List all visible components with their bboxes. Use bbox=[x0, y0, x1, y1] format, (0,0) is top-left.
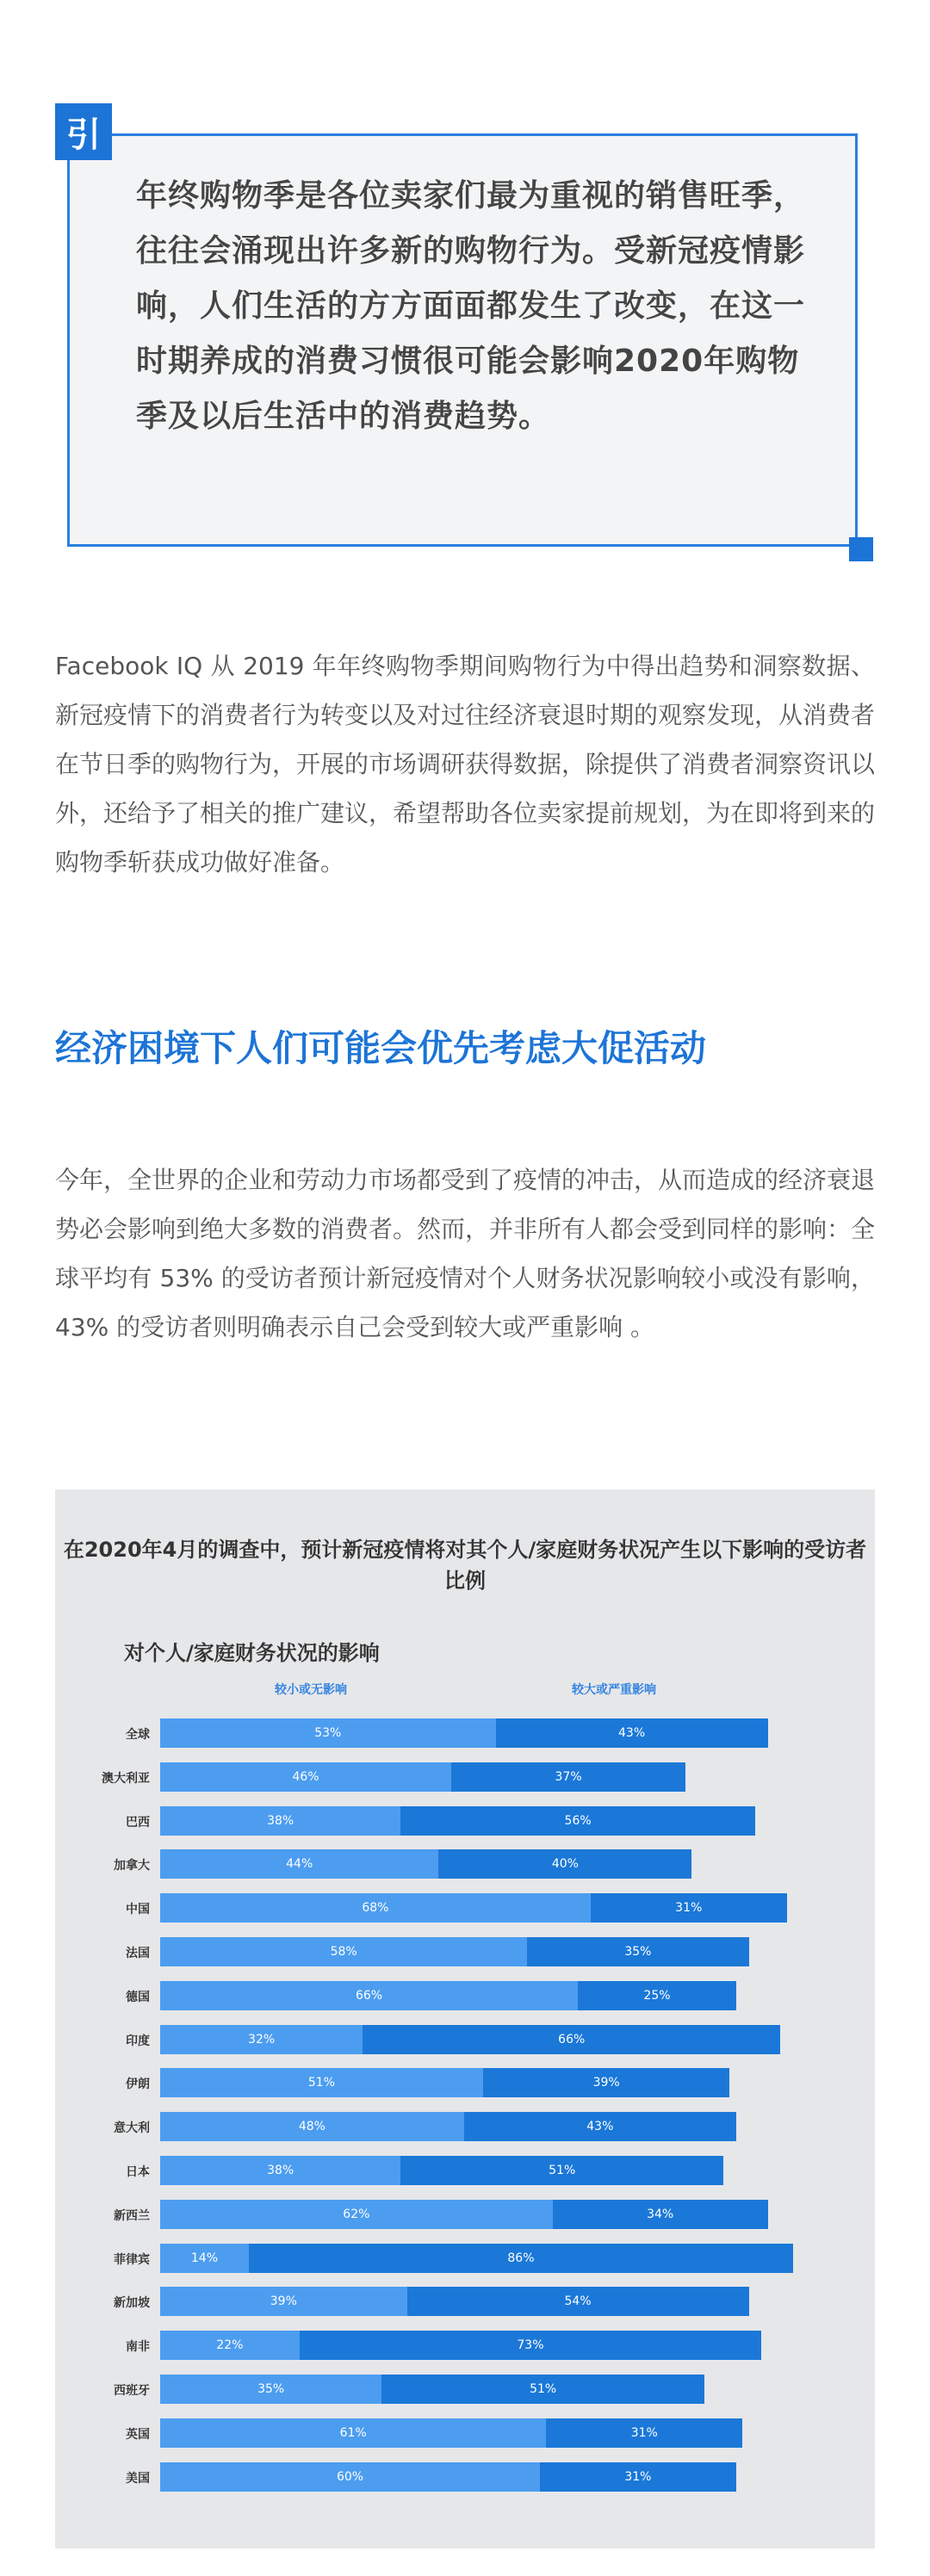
bar-low-impact: 60% bbox=[160, 2462, 540, 2492]
bar-low-impact: 61% bbox=[160, 2418, 546, 2448]
category-label: 菲律宾 bbox=[114, 2252, 150, 2267]
category-label: 印度 bbox=[126, 2034, 150, 2048]
bar-low-impact: 35% bbox=[160, 2375, 381, 2404]
legend-series-b: 较大或严重影响 bbox=[572, 1683, 656, 1697]
category-label: 新加坡 bbox=[114, 2296, 150, 2311]
bar-high-impact: 39% bbox=[483, 2068, 730, 2097]
bar-low-impact: 66% bbox=[160, 1981, 578, 2010]
bar-low-impact: 44% bbox=[160, 1849, 438, 1879]
category-label: 西班牙 bbox=[114, 2384, 150, 2398]
bar-low-impact: 39% bbox=[160, 2287, 407, 2316]
bar-high-impact: 51% bbox=[381, 2375, 704, 2404]
bar-high-impact: 40% bbox=[438, 1849, 691, 1879]
category-label: 新西兰 bbox=[114, 2208, 150, 2223]
bar-low-impact: 38% bbox=[160, 1806, 400, 1836]
bar-high-impact: 43% bbox=[464, 2112, 736, 2141]
quote-corner-decoration bbox=[849, 537, 873, 561]
section-title: 经济困境下人们可能会优先考虑大促活动 bbox=[55, 1027, 707, 1069]
bar-low-impact: 14% bbox=[160, 2244, 249, 2273]
bar-low-impact: 46% bbox=[160, 1762, 451, 1792]
bar-low-impact: 38% bbox=[160, 2156, 400, 2185]
category-label: 德国 bbox=[126, 1990, 150, 2004]
bar-high-impact: 31% bbox=[540, 2462, 736, 2492]
bar-high-impact: 31% bbox=[546, 2418, 742, 2448]
bar-low-impact: 62% bbox=[160, 2200, 553, 2229]
bar-high-impact: 66% bbox=[363, 2025, 780, 2054]
category-label: 日本 bbox=[126, 2165, 150, 2179]
category-label: 巴西 bbox=[126, 1815, 150, 1830]
category-label: 法国 bbox=[126, 1947, 150, 1960]
bar-high-impact: 35% bbox=[527, 1937, 748, 1966]
bar-low-impact: 58% bbox=[160, 1937, 527, 1966]
bar-low-impact: 51% bbox=[160, 2068, 483, 2097]
category-label: 美国 bbox=[126, 2471, 150, 2486]
bar-high-impact: 73% bbox=[300, 2331, 762, 2360]
bar-low-impact: 68% bbox=[160, 1893, 591, 1923]
bar-high-impact: 34% bbox=[553, 2200, 768, 2229]
bar-high-impact: 54% bbox=[407, 2287, 749, 2316]
category-label: 英国 bbox=[126, 2427, 150, 2442]
category-label: 加拿大 bbox=[114, 1859, 150, 1873]
chart-subtitle: 对个人/家庭财务状况的影响 bbox=[124, 1641, 380, 1665]
bar-high-impact: 51% bbox=[400, 2156, 723, 2185]
category-label: 意大利 bbox=[114, 2121, 150, 2136]
category-label: 全球 bbox=[126, 1728, 150, 1742]
chart-title: 在2020年4月的调查中，预计新冠疫情将对其个人/家庭财务状况产生以下影响的受访者比例 bbox=[63, 1538, 867, 1593]
stacked-bar-chart bbox=[55, 1489, 875, 2548]
category-label: 伊朗 bbox=[126, 2078, 150, 2092]
bar-high-impact: 43% bbox=[496, 1718, 768, 1748]
bar-high-impact: 86% bbox=[249, 2244, 793, 2273]
bar-low-impact: 32% bbox=[160, 2025, 363, 2054]
bar-low-impact: 22% bbox=[160, 2331, 300, 2360]
category-label: 南非 bbox=[126, 2340, 150, 2355]
bar-high-impact: 37% bbox=[451, 1762, 685, 1792]
body-paragraph: 今年，全世界的企业和劳动力市场都受到了疫情的冲击，从而造成的经济衰退势必会影响到绝大多数的消费者。然而，并非所有人都会受到同样的影响：全球平均有 53% 的受访者预计新冠疫情对个人财务状况影响较小或没有影响，43% 的受访者则明确表示自己会受到较大或严重影响 。 bbox=[55, 1166, 876, 1341]
bar-low-impact: 53% bbox=[160, 1718, 496, 1748]
bar-high-impact: 31% bbox=[591, 1893, 787, 1923]
category-label: 澳大利亚 bbox=[102, 1771, 150, 1786]
quote-tag: 引 bbox=[55, 103, 112, 160]
bar-low-impact: 48% bbox=[160, 2112, 464, 2141]
bar-high-impact: 56% bbox=[400, 1806, 755, 1836]
bar-high-impact: 25% bbox=[578, 1981, 736, 2010]
legend-series-a: 较小或无影响 bbox=[275, 1683, 347, 1697]
intro-paragraph: Facebook IQ 从 2019 年年终购物季期间购物行为中得出趋势和洞察数据、新冠疫情下的消费者行为转变以及对过往经济衰退时期的观察发现，从消费者在节日季的购物行为，开展的市场调研获得数据，除提供了消费者洞察资讯以外，还给予了相关的推广建议，希望帮助各位卖家提前规划，为在即将到来的购物季斩获成功做好准备。 bbox=[55, 652, 876, 876]
quote-text: 年终购物季是各位卖家们最为重视的销售旺季，往往会涌现出许多新的购物行为。受新冠疫情影响，人们生活的方方面面都发生了改变，在这一时期养成的消费习惯很可能会影响2020年购物季及以后生活中的消费趋势。 bbox=[136, 178, 806, 434]
category-label: 中国 bbox=[126, 1903, 150, 1917]
